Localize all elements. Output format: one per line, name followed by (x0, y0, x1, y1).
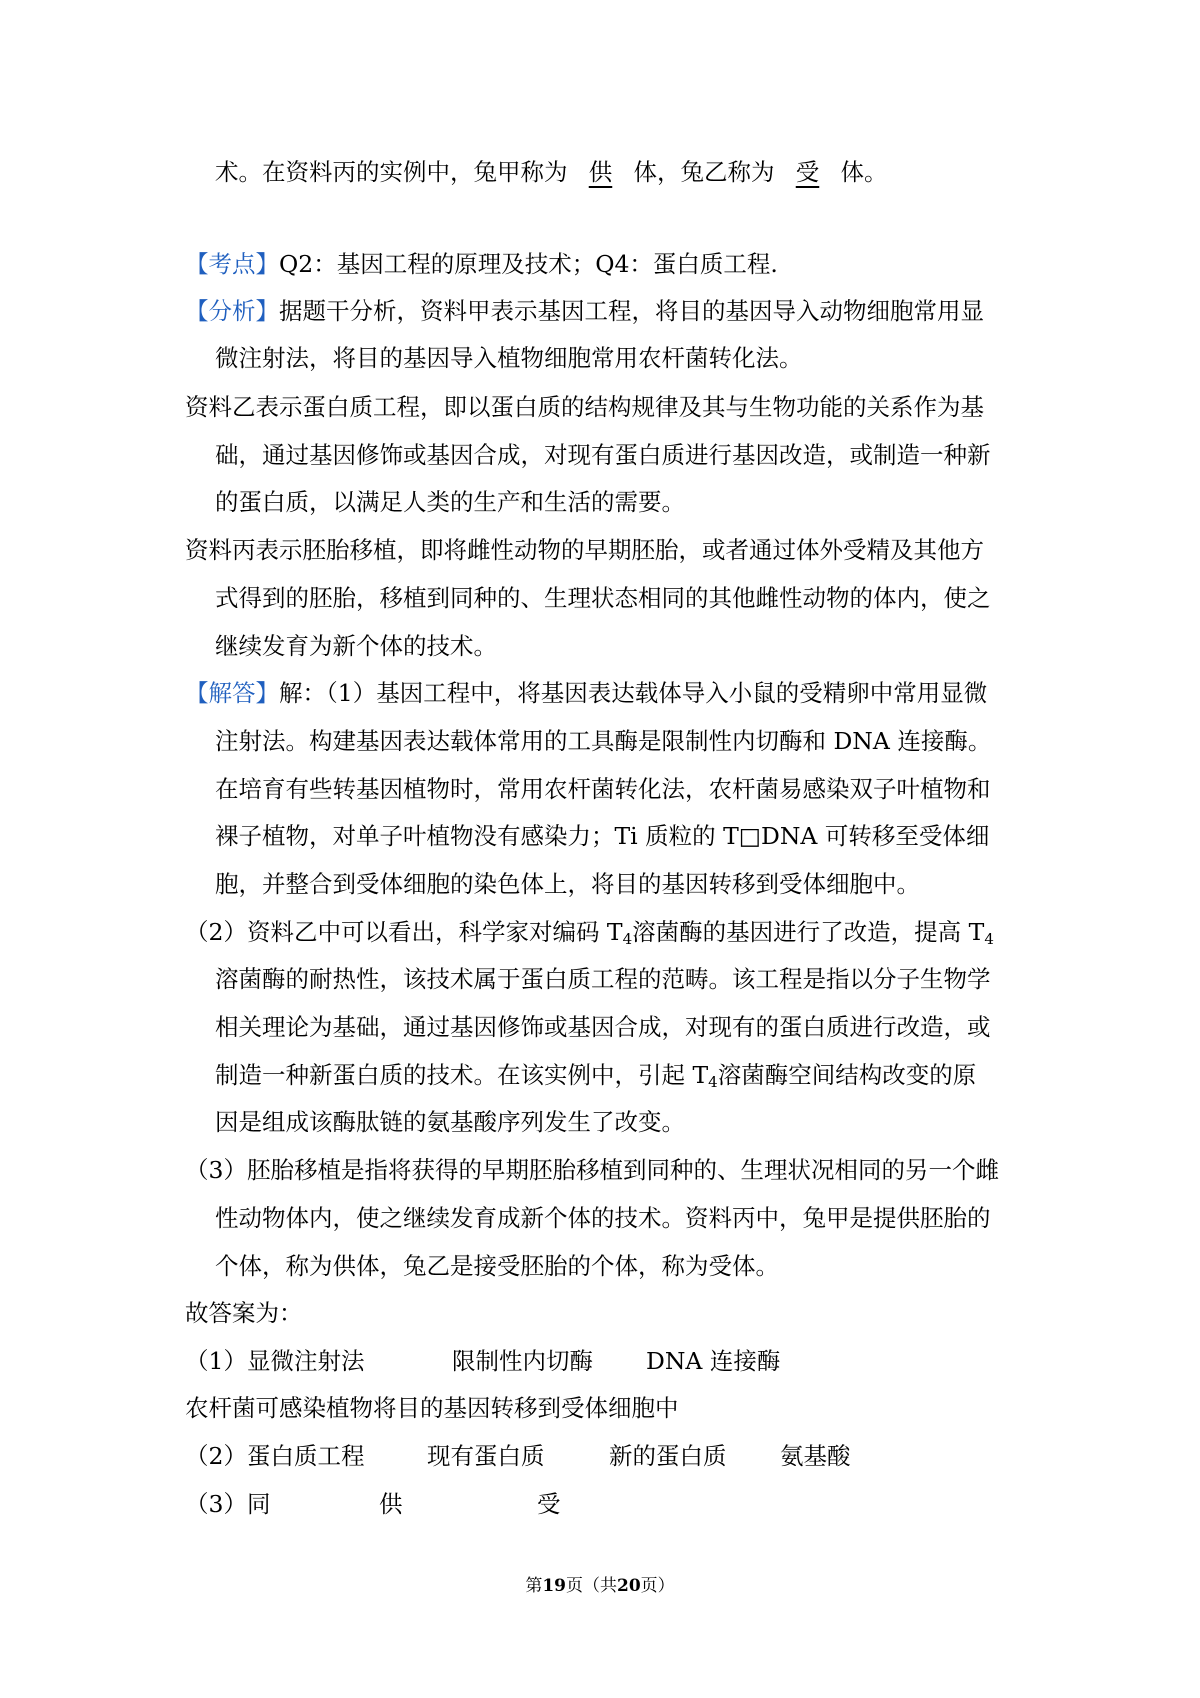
footer-pre: 第 (525, 1576, 543, 1596)
jieda-q1-line-4: 裸子植物，对单子叶植物没有感染力；Ti 质粒的 T□DNA 可转移至受体细 (215, 822, 990, 850)
jieda-q1-line-3: 在培育有些转基因植物时，常用农杆菌转化法，农杆菌易感染双子叶植物和 (215, 775, 991, 803)
top-text-b: 体，兔乙称为 (633, 158, 775, 186)
fenxi-line-1 (185, 295, 984, 327)
answer-3-label: （3）同 (185, 1490, 271, 1518)
jieda-q2-line-4 (215, 1059, 976, 1098)
jieda-q2-line-1 (185, 916, 994, 955)
subscript-4: 4 (622, 930, 633, 948)
jieda-q2-line-2: 溶菌酶的耐热性，该技术属于蛋白质工程的范畴。该工程是指以分子生物学 (215, 965, 991, 993)
page-footer (0, 1571, 1200, 1596)
answer-1-ligase: DNA 连接酶 (646, 1347, 781, 1375)
fenxi-line-2: 微注射法，将目的基因导入植物细胞常用农杆菌转化法。 (215, 344, 803, 372)
fenxi-para2-line-3: 的蛋白质，以满足人类的生产和生活的需要。 (215, 488, 685, 516)
answer-3-b: 供 (379, 1490, 403, 1518)
answer-3-c: 受 (537, 1490, 561, 1518)
answer-2-label: （2）蛋白质工程 (185, 1442, 365, 1470)
jieda-q3-line-1: （3）胚胎移植是指将获得的早期胚胎移植到同种的、生理状况相同的另一个雌 (185, 1156, 999, 1184)
fenxi-para2-line-2: 础，通过基因修饰或基因合成，对现有蛋白质进行基因改造，或制造一种新 (215, 441, 991, 469)
footer-mid: 页（共 (566, 1576, 617, 1596)
jieda-q3-line-2: 性动物体内，使之继续发育成新个体的技术。资料丙中，兔甲是提供胚胎的 (215, 1204, 991, 1232)
jieda-q1-line-2: 注射法。构建基因表达载体常用的工具酶是限制性内切酶和 DNA 连接酶。 (215, 727, 992, 755)
page-number: 19 (542, 1576, 566, 1596)
q2-l4-text-b: 溶菌酶空间结构改变的原 (717, 1061, 977, 1089)
answer-1-line2: 农杆菌可感染植物将目的基因转移到受体细胞中 (185, 1394, 679, 1422)
answer-2-d: 氨基酸 (780, 1442, 851, 1470)
jieda-q1-line-5: 胞，并整合到受体细胞的染色体上，将目的基因转移到受体细胞中。 (215, 870, 920, 898)
q2-l4-text-a: 制造一种新蛋白质的技术。在该实例中，引起 T (215, 1061, 709, 1089)
q2-text-a: （2）资料乙中可以看出，科学家对编码 T (185, 918, 623, 946)
answer-1-label: （1）显微注射法 (185, 1347, 365, 1375)
answer-blank-recipient: 受 (795, 158, 820, 186)
subscript-4: 4 (708, 1073, 718, 1091)
q2-text-b: 溶菌酶的基因进行了改造，提高 T (632, 918, 985, 946)
kaodian-line (185, 248, 778, 280)
fenxi-para2-line-1: 资料乙表示蛋白质工程，即以蛋白质的结构规律及其与生物功能的关系作为基 (185, 393, 984, 421)
fenxi-text: 据题干分析，资料甲表示基因工程，将目的基因导入动物细胞常用显 (279, 297, 984, 325)
total-pages: 20 (617, 1576, 641, 1596)
jieda-q2-line-5: 因是组成该酶肽链的氨基酸序列发生了改变。 (215, 1108, 685, 1136)
fenxi-para3-line-1: 资料丙表示胚胎移植，即将雌性动物的早期胚胎，或者通过体外受精及其他方 (185, 536, 984, 564)
answer-1-enzyme: 限制性内切酶 (452, 1347, 593, 1375)
jieda-tag: 【解答】 (185, 679, 279, 707)
top-text-c: 体。 (840, 158, 888, 186)
answer-2-c: 新的蛋白质 (609, 1442, 727, 1470)
jieda-q2-line-3: 相关理论为基础，通过基因修饰或基因合成，对现有的蛋白质进行改造，或 (215, 1013, 991, 1041)
jieda-line-1 (185, 677, 987, 709)
fenxi-tag: 【分析】 (185, 297, 279, 325)
fenxi-para3-line-2: 式得到的胚胎，移植到同种的、生理状态相同的其他雌性动物的体内，使之 (215, 584, 991, 612)
answer-title: 故答案为： (185, 1299, 303, 1327)
answer-blank-donor: 供 (588, 158, 613, 186)
answer-2-b: 现有蛋白质 (427, 1442, 545, 1470)
kaodian-text: Q2：基因工程的原理及技术；Q4：蛋白质工程. (279, 250, 778, 278)
subscript-4: 4 (984, 930, 994, 948)
top-answer-line (215, 156, 888, 188)
footer-post: 页） (640, 1576, 675, 1596)
jieda-text: 解：（1）基因工程中，将基因表达载体导入小鼠的受精卵中常用显微 (279, 679, 988, 707)
kaodian-tag: 【考点】 (185, 250, 279, 278)
top-text-a: 术。在资料丙的实例中，兔甲称为 (215, 158, 568, 186)
jieda-q3-line-3: 个体，称为供体，兔乙是接受胚胎的个体，称为受体。 (215, 1252, 779, 1280)
fenxi-para3-line-3: 继续发育为新个体的技术。 (215, 632, 497, 660)
